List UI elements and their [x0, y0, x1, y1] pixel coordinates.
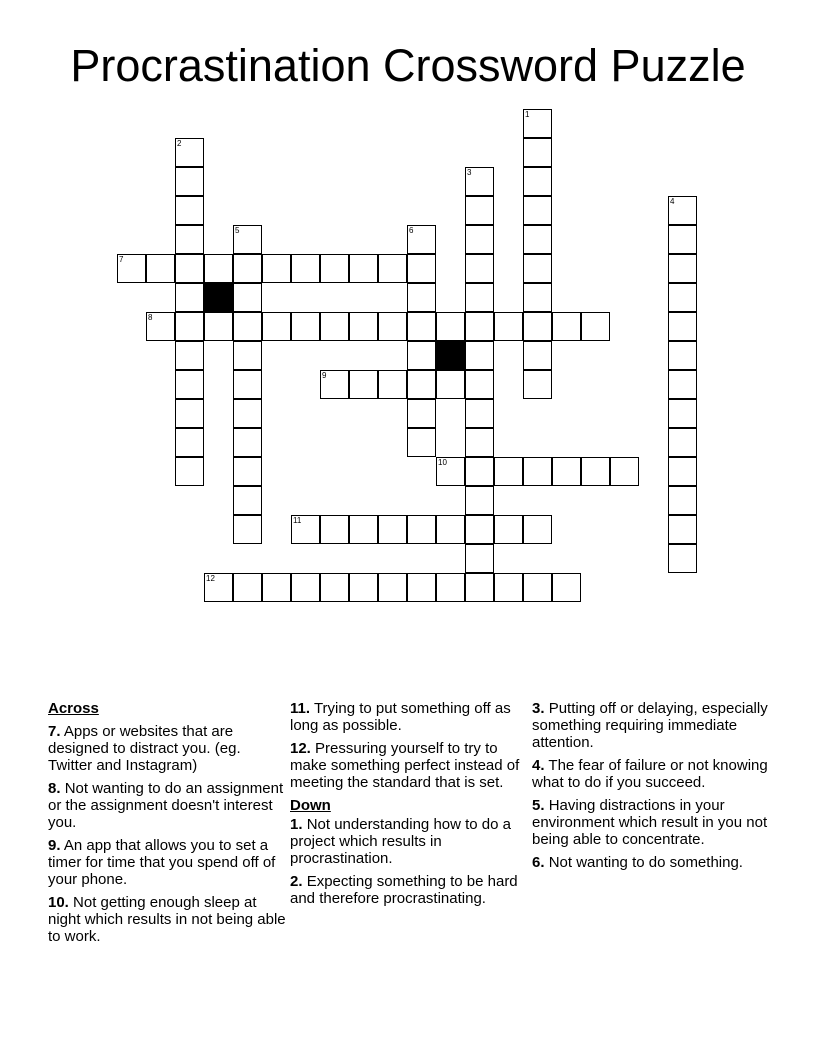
grid-cell[interactable]	[523, 109, 552, 138]
clue-down-6: 6. Not wanting to do something.	[532, 854, 743, 871]
grid-cell[interactable]	[465, 254, 494, 283]
grid-cell[interactable]	[407, 341, 436, 370]
clues-column-3	[532, 700, 772, 877]
grid-cell[interactable]	[233, 254, 262, 283]
clue-across-12: 12. Pressuring yourself to try to make something perfect instead of meeting the standard that is set.	[290, 740, 520, 791]
grid-cell[interactable]	[668, 196, 697, 225]
grid-cell[interactable]	[523, 341, 552, 370]
grid-cell[interactable]	[523, 225, 552, 254]
grid-cell[interactable]	[233, 370, 262, 399]
cell-number: 9	[322, 371, 327, 380]
grid-cell[interactable]	[581, 312, 610, 341]
grid-cell[interactable]	[668, 225, 697, 254]
grid-cell[interactable]	[465, 515, 494, 544]
cell-number: 8	[148, 313, 153, 322]
grid-cell[interactable]	[378, 312, 407, 341]
grid-cell[interactable]	[175, 225, 204, 254]
grid-cell[interactable]	[233, 399, 262, 428]
grid-cell[interactable]	[117, 254, 146, 283]
grid-cell[interactable]	[233, 457, 262, 486]
grid-cell[interactable]	[291, 573, 320, 602]
grid-cell[interactable]	[668, 370, 697, 399]
grid-cell[interactable]	[523, 167, 552, 196]
grid-cell[interactable]	[494, 515, 523, 544]
grid-cell[interactable]	[465, 486, 494, 515]
page-title: Procrastination Crossword Puzzle	[70, 40, 746, 91]
cell-number: 12	[206, 574, 215, 583]
grid-cell[interactable]	[378, 573, 407, 602]
grid-cell[interactable]	[465, 370, 494, 399]
black-cell	[204, 283, 233, 312]
grid-cell[interactable]	[233, 573, 262, 602]
grid-cell[interactable]	[668, 254, 697, 283]
grid-cell[interactable]	[523, 196, 552, 225]
grid-cell[interactable]	[407, 370, 436, 399]
grid-cell[interactable]	[349, 254, 378, 283]
grid-cell[interactable]	[436, 370, 465, 399]
grid-cell[interactable]	[668, 428, 697, 457]
grid-cell[interactable]	[668, 457, 697, 486]
grid-cell[interactable]	[233, 341, 262, 370]
grid-cell[interactable]	[407, 283, 436, 312]
grid-cell[interactable]	[668, 399, 697, 428]
grid-cell[interactable]	[320, 515, 349, 544]
grid-cell[interactable]	[523, 254, 552, 283]
grid-cell[interactable]	[610, 457, 639, 486]
grid-cell[interactable]	[465, 341, 494, 370]
cell-number: 7	[119, 255, 124, 264]
grid-cell[interactable]	[523, 515, 552, 544]
grid-cell[interactable]	[668, 283, 697, 312]
grid-cell[interactable]	[668, 341, 697, 370]
grid-cell[interactable]	[465, 428, 494, 457]
grid-cell[interactable]	[349, 573, 378, 602]
grid-cell[interactable]	[407, 225, 436, 254]
clue-across-8: 8. Not wanting to do an assignment or the assignment doesn't interest you.	[48, 780, 284, 831]
grid-cell[interactable]	[320, 370, 349, 399]
grid-cell[interactable]	[204, 573, 233, 602]
grid-cell[interactable]	[291, 515, 320, 544]
clue-across-11: 11. Trying to put something off as long as possible.	[290, 700, 511, 734]
grid-cell[interactable]	[146, 312, 175, 341]
grid-cell[interactable]	[668, 312, 697, 341]
grid-cell[interactable]	[175, 312, 204, 341]
clue-down-5: 5. Having distractions in your environment which result in you not being able to concentrate.	[532, 797, 768, 848]
grid-cell[interactable]	[465, 544, 494, 573]
grid-cell[interactable]	[349, 370, 378, 399]
grid-cell[interactable]	[581, 457, 610, 486]
grid-cell[interactable]	[552, 457, 581, 486]
grid-cell[interactable]	[262, 254, 291, 283]
grid-cell[interactable]	[175, 341, 204, 370]
grid-cell[interactable]	[407, 254, 436, 283]
clues-column-1	[48, 700, 288, 951]
grid-cell[interactable]	[233, 283, 262, 312]
grid-cell[interactable]	[320, 573, 349, 602]
cell-number: 1	[525, 110, 530, 119]
grid-cell[interactable]	[436, 312, 465, 341]
grid-cell[interactable]	[175, 428, 204, 457]
black-cell	[436, 341, 465, 370]
clue-down-4: 4. The fear of failure or not knowing what to do if you succeed.	[532, 757, 768, 791]
grid-cell[interactable]	[668, 544, 697, 573]
grid-cell[interactable]	[407, 428, 436, 457]
grid-cell[interactable]	[175, 283, 204, 312]
grid-cell[interactable]	[204, 254, 233, 283]
grid-cell[interactable]	[523, 283, 552, 312]
grid-cell[interactable]	[494, 312, 523, 341]
grid-cell[interactable]	[523, 573, 552, 602]
grid-cell[interactable]	[465, 457, 494, 486]
grid-cell[interactable]	[175, 254, 204, 283]
grid-cell[interactable]	[407, 515, 436, 544]
grid-cell[interactable]	[378, 370, 407, 399]
grid-cell[interactable]	[233, 486, 262, 515]
grid-cell[interactable]	[523, 457, 552, 486]
grid-cell[interactable]	[552, 312, 581, 341]
grid-cell[interactable]	[465, 283, 494, 312]
across-heading: Across	[48, 700, 99, 717]
clue-down-2: 2. Expecting something to be hard and therefore procrastinating.	[290, 873, 518, 907]
cell-number: 6	[409, 226, 414, 235]
cell-number: 11	[293, 516, 302, 525]
cell-number: 2	[177, 139, 182, 148]
grid-cell[interactable]	[233, 225, 262, 254]
grid-cell[interactable]	[436, 457, 465, 486]
grid-cell[interactable]	[175, 370, 204, 399]
grid-cell[interactable]	[465, 399, 494, 428]
grid-cell[interactable]	[291, 312, 320, 341]
clue-down-1: 1. Not understanding how to do a project which results in procrastination.	[290, 816, 511, 867]
grid-cell[interactable]	[175, 167, 204, 196]
grid-cell[interactable]	[349, 515, 378, 544]
grid-cell[interactable]	[407, 399, 436, 428]
grid-cell[interactable]	[349, 312, 378, 341]
grid-cell[interactable]	[407, 573, 436, 602]
grid-cell[interactable]	[523, 312, 552, 341]
grid-cell[interactable]	[523, 370, 552, 399]
grid-cell[interactable]	[175, 196, 204, 225]
grid-cell[interactable]	[175, 399, 204, 428]
clue-down-3: 3. Putting off or delaying, especially something requiring immediate attention.	[532, 700, 768, 751]
grid-cell[interactable]	[378, 515, 407, 544]
clue-across-7: 7. Apps or websites that are designed to distract you. (eg. Twitter and Instagram)	[48, 723, 241, 774]
grid-cell[interactable]	[320, 312, 349, 341]
grid-cell[interactable]	[378, 254, 407, 283]
grid-cell[interactable]	[465, 573, 494, 602]
cell-number: 3	[467, 168, 472, 177]
grid-cell[interactable]	[465, 312, 494, 341]
grid-cell[interactable]	[523, 138, 552, 167]
cell-number: 10	[438, 458, 447, 467]
grid-cell[interactable]	[436, 573, 465, 602]
grid-cell[interactable]	[233, 312, 262, 341]
grid-cell[interactable]	[262, 312, 291, 341]
down-heading: Down	[290, 797, 331, 814]
grid-cell[interactable]	[494, 573, 523, 602]
grid-cell[interactable]	[175, 138, 204, 167]
cell-number: 4	[670, 197, 675, 206]
grid-cell[interactable]	[146, 254, 175, 283]
grid-cell[interactable]	[175, 457, 204, 486]
grid-cell[interactable]	[291, 254, 320, 283]
grid-cell[interactable]	[465, 167, 494, 196]
clues-column-2	[290, 700, 530, 913]
grid-cell[interactable]	[320, 254, 349, 283]
cell-number: 5	[235, 226, 240, 235]
grid-cell[interactable]	[436, 515, 465, 544]
grid-cell[interactable]	[494, 457, 523, 486]
grid-cell[interactable]	[668, 515, 697, 544]
grid-cell[interactable]	[233, 515, 262, 544]
grid-cell[interactable]	[668, 486, 697, 515]
grid-cell[interactable]	[233, 428, 262, 457]
grid-cell[interactable]	[465, 225, 494, 254]
grid-cell[interactable]	[407, 312, 436, 341]
grid-cell[interactable]	[262, 573, 291, 602]
clue-across-10: 10. Not getting enough sleep at night which results in not being able to work.	[48, 894, 286, 945]
clue-across-9: 9. An app that allows you to set a timer for time that you spend off of your phone.	[48, 837, 276, 888]
grid-cell[interactable]	[204, 312, 233, 341]
grid-cell[interactable]	[465, 196, 494, 225]
grid-cell[interactable]	[552, 573, 581, 602]
